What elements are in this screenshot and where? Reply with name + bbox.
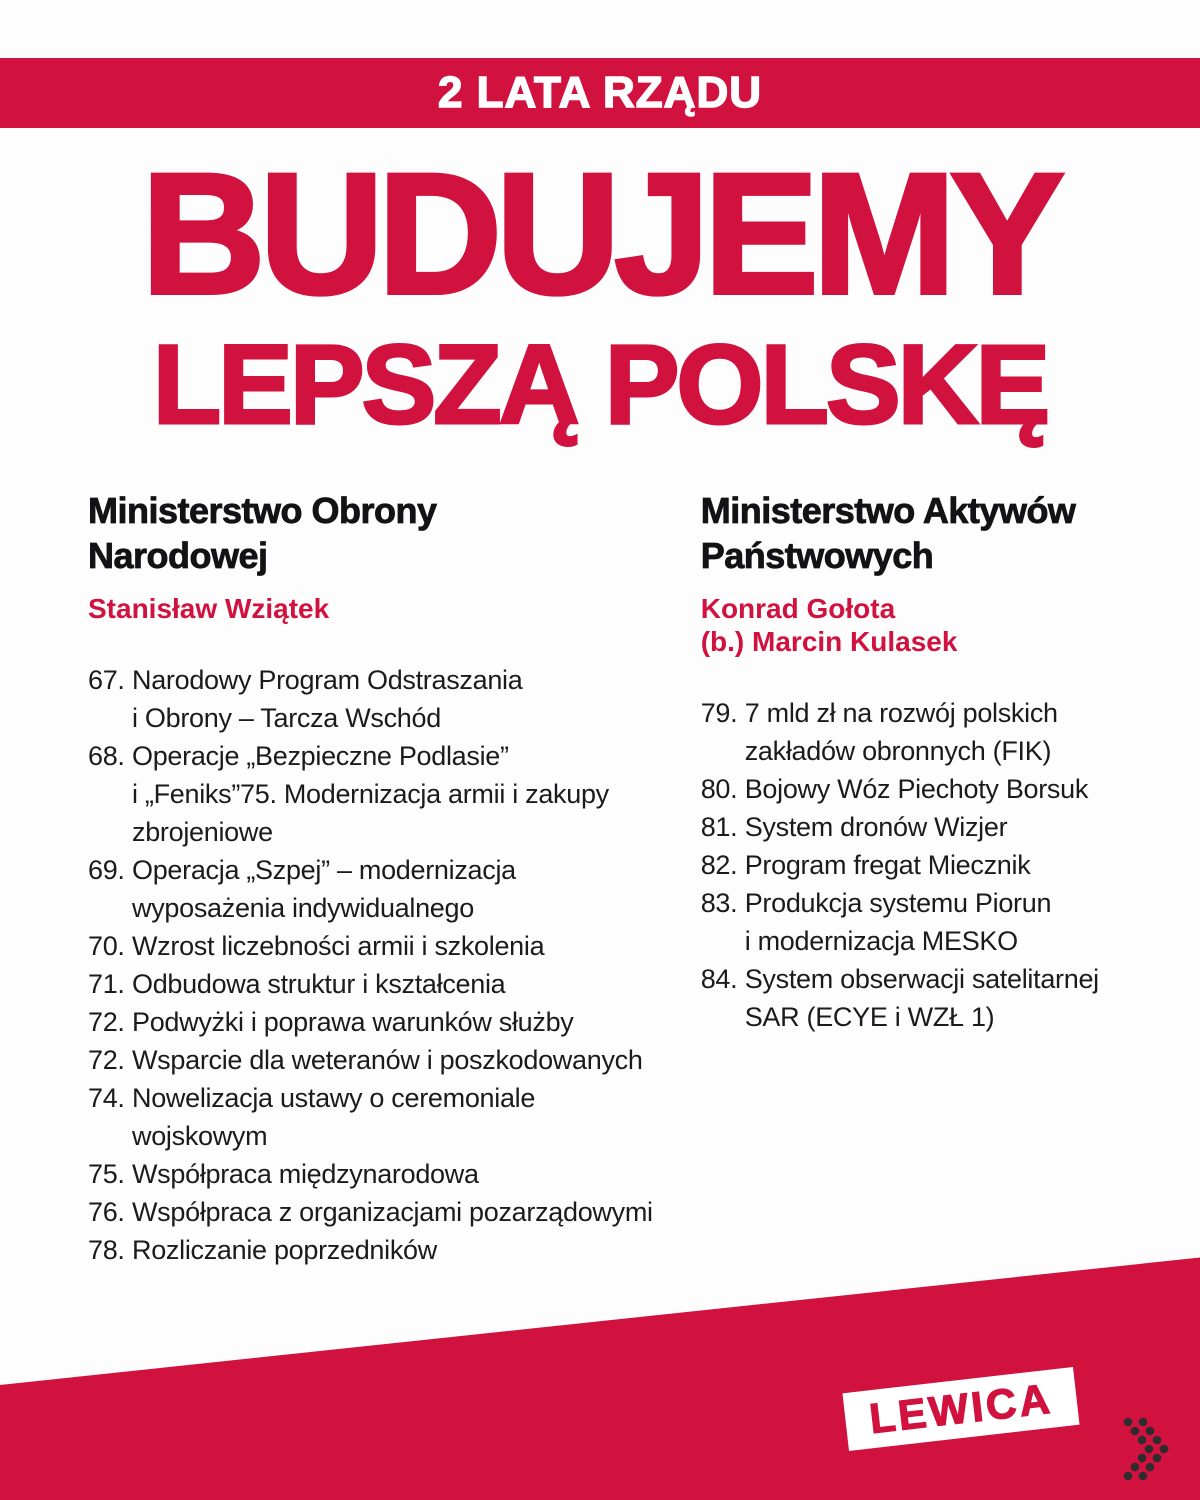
column-ministry-state-assets (701, 488, 1151, 1269)
minister-name: Konrad Gołota (700, 593, 896, 624)
main-title (0, 138, 1200, 447)
list-item (701, 846, 1151, 884)
item-text: System dronów Wizjer (744, 812, 1008, 842)
item-text: Program fregat Miecznik (744, 850, 1031, 880)
item-text: Operacje „Bezpieczne Podlasie” i „Feniks”75. Modernizacja armii i zakupy zbrojeniowe (132, 741, 609, 847)
list-item (88, 1155, 653, 1193)
item-number: 72. (88, 1007, 125, 1037)
item-number: 81. (700, 812, 738, 842)
dotted-chevron-right-icon (1122, 1416, 1170, 1482)
title-line-1: BUDUJEMY (141, 138, 1059, 330)
list-item (88, 661, 653, 737)
list-item (701, 770, 1151, 808)
list-item (701, 884, 1151, 960)
achievements-list (701, 694, 1151, 1036)
item-text: Wzrost liczebności armii i szkolenia (132, 931, 545, 961)
minister-name: Stanisław Wziątek (88, 593, 330, 624)
item-text: Rozliczanie poprzedników (132, 1235, 437, 1265)
list-item (701, 694, 1151, 770)
column-ministry-defense (88, 488, 653, 1269)
item-text: Operacja „Szpej” – modernizacja wyposażenia indywidualnego (132, 855, 516, 923)
list-item (701, 808, 1151, 846)
list-item (88, 965, 653, 1003)
item-number: 72. (88, 1045, 125, 1075)
minister-names (88, 592, 653, 625)
list-item (88, 1079, 653, 1155)
list-item (701, 960, 1151, 1036)
top-banner (0, 58, 1200, 128)
list-item (88, 1041, 653, 1079)
minister-names (701, 592, 1151, 658)
item-number: 76. (88, 1197, 125, 1227)
item-number: 78. (88, 1235, 125, 1265)
item-text: 7 mld zł na rozwój polskich zakładów obronnych (FIK) (744, 698, 1058, 766)
minister-name: (b.) Marcin Kulasek (700, 626, 958, 657)
item-number: 67. (88, 665, 125, 695)
item-text: Nowelizacja ustawy o ceremoniale wojskowym (132, 1083, 536, 1151)
list-item (88, 851, 653, 927)
item-number: 82. (700, 850, 738, 880)
item-number: 80. (700, 774, 738, 804)
item-text: Współpraca z organizacjami pozarządowymi (132, 1197, 653, 1227)
title-line-2: LEPSZĄ POLSKĘ (152, 322, 1048, 447)
ministry-title: Ministerstwo Aktywów Państwowych (700, 490, 1076, 576)
item-text: Produkcja systemu Piorun i modernizacja MESKO (744, 888, 1052, 956)
list-item (88, 737, 653, 851)
list-item (88, 1231, 653, 1269)
list-item (88, 927, 653, 965)
item-number: 69. (88, 855, 125, 885)
item-number: 71. (88, 969, 125, 999)
banner-label: 2 LATA RZĄDU (437, 68, 763, 117)
item-text: System obserwacji satelitarnej SAR (ECYE i WZŁ 1) (744, 964, 1099, 1032)
achievements-list (88, 661, 653, 1269)
item-text: Bojowy Wóz Piechoty Borsuk (744, 774, 1089, 804)
list-item (88, 1003, 653, 1041)
item-text: Podwyżki i poprawa warunków służby (132, 1007, 574, 1037)
lewica-logo-label: LEWICA (867, 1374, 1055, 1443)
item-text: Narodowy Program Odstraszania i Obrony – Tarcza Wschód (132, 665, 523, 733)
item-number: 75. (88, 1159, 125, 1189)
item-text: Odbudowa struktur i kształcenia (132, 969, 506, 999)
item-number: 83. (700, 888, 738, 918)
item-number: 70. (88, 931, 125, 961)
ministry-title: Ministerstwo Obrony Narodowej (88, 490, 437, 576)
item-number: 79. (700, 698, 738, 728)
item-number: 84. (700, 964, 738, 994)
columns (88, 488, 1128, 1269)
list-item (88, 1193, 653, 1231)
item-number: 74. (88, 1083, 125, 1113)
item-text: Współpraca międzynarodowa (132, 1159, 479, 1189)
item-number: 68. (88, 741, 125, 771)
item-text: Wsparcie dla weteranów i poszkodowanych (132, 1045, 643, 1075)
